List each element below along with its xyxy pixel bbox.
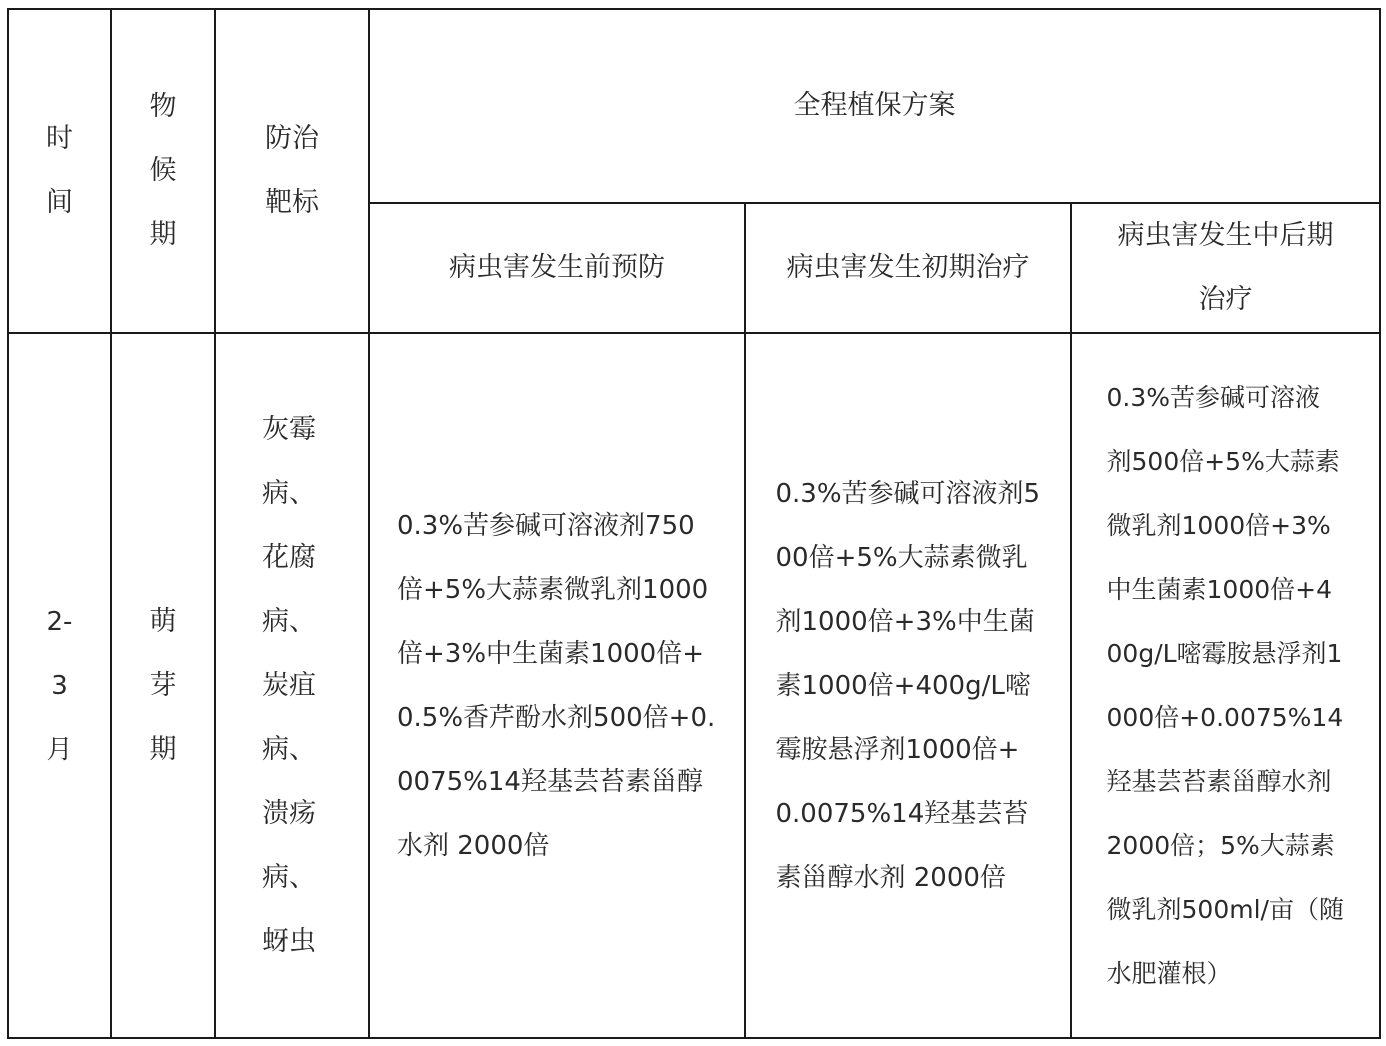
header-target: 防治靶标 bbox=[265, 123, 319, 218]
header-late: 病虫害发生中后期治疗 bbox=[1117, 220, 1334, 315]
header-row-main bbox=[8, 9, 1380, 203]
row-prevention: 0.3%苦参碱可溶液剂750倍+5%大蒜素微乳剂1000倍+3%中生菌素1000倍+0.5%香芹酚水剂500倍+0.0075%14羟基芸苔素甾醇水剂 2000倍 bbox=[397, 510, 716, 861]
row-time-cell bbox=[8, 333, 111, 1038]
header-early: 病虫害发生初期治疗 bbox=[786, 252, 1030, 283]
row-target: 灰霉病、花腐病、炭疽病、溃疡病、蚜虫 bbox=[262, 413, 316, 957]
header-late-cell bbox=[1071, 203, 1380, 333]
row-phenology: 萌芽期 bbox=[149, 605, 177, 765]
header-plan-cell bbox=[369, 9, 1380, 203]
header-early-cell bbox=[745, 203, 1071, 333]
row-phenology-cell bbox=[111, 333, 215, 1038]
header-time: 时间 bbox=[46, 123, 73, 218]
header-prevention: 病虫害发生前预防 bbox=[449, 252, 665, 283]
row-late-cell bbox=[1071, 333, 1380, 1038]
row-prevention-cell bbox=[369, 333, 745, 1038]
row-early: 0.3%苦参碱可溶液剂500倍+5%大蒜素微乳剂1000倍+3%中生菌素1000倍+400g/L嘧霉胺悬浮剂1000倍+0.0075%14羟基芸苔素甾醇水剂 2000倍 bbox=[775, 478, 1041, 893]
table-row bbox=[8, 333, 1380, 1038]
header-phenology-cell bbox=[111, 9, 215, 333]
row-target-cell bbox=[215, 333, 369, 1038]
row-late: 0.3%苦参碱可溶液剂500倍+5%大蒜素微乳剂1000倍+3%中生菌素1000倍+400g/L嘧霉胺悬浮剂1000倍+0.0075%14羟基芸苔素甾醇水剂2000倍；5%大蒜素微乳剂500ml/亩（随水肥灌根） bbox=[1106, 382, 1344, 988]
header-phenology: 物候期 bbox=[149, 91, 177, 250]
header-time-cell bbox=[8, 9, 111, 333]
plant-protection-table bbox=[7, 8, 1381, 1039]
header-target-cell bbox=[215, 9, 369, 333]
row-time: 2-3月 bbox=[46, 606, 73, 765]
header-prevention-cell bbox=[369, 203, 745, 333]
row-early-cell bbox=[745, 333, 1071, 1038]
header-plan: 全程植保方案 bbox=[793, 90, 956, 121]
